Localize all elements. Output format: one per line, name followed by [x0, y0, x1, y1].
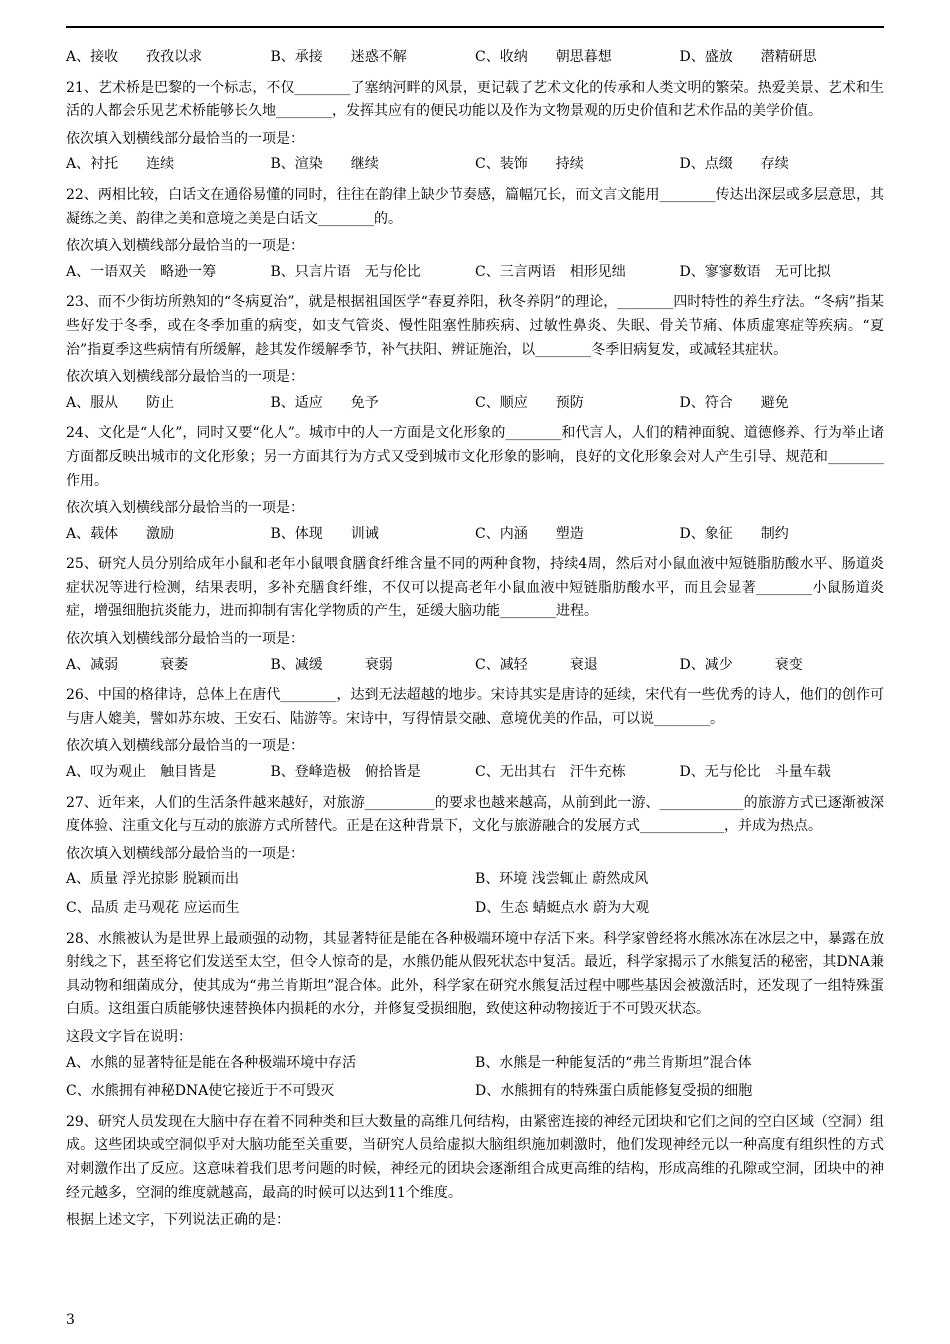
answer-option: A、衬托 连续 [66, 156, 175, 173]
question-prompt: 依次填入划横线部分最恰当的一项是： [66, 500, 304, 517]
page-content [66, 44, 884, 1233]
answer-options [66, 44, 884, 73]
answer-option: B、渲染 继续 [270, 156, 379, 173]
question-prompt: 依次填入划横线部分最恰当的一项是： [66, 631, 304, 648]
question-prompt: 这段文字旨在说明： [66, 1028, 192, 1045]
answer-options [66, 866, 884, 923]
answer-option: D、象征 制约 [679, 525, 789, 542]
answer-option: C、顺应 预防 [475, 394, 584, 411]
answer-option: B、承接 迷惑不解 [270, 49, 407, 65]
answer-option: D、符合 避免 [679, 394, 789, 411]
answer-option: B、环境 浅尝辄止 蔚然成风 [475, 871, 649, 888]
answer-option: D、寥寥数语 无可比拟 [679, 263, 831, 280]
answer-option: B、减缓 衰弱 [270, 656, 393, 673]
header-rule [66, 26, 884, 28]
answer-option: C、内涵 塑造 [475, 525, 584, 542]
answer-option: C、减轻 衰退 [475, 656, 598, 673]
answer-option: A、减弱 衰萎 [66, 656, 189, 673]
answer-options [66, 259, 884, 288]
question-text: 22、两相比较，白话文在通俗易懂的同时，往往在韵律上缺少节奏感，篇幅冗长，而文言文能用________传达出深层或多层意思，其凝练之美、韵律之美和意境之美是白话文________的。 [66, 186, 884, 227]
question-prompt: 依次填入划横线部分最恰当的一项是： [66, 238, 304, 255]
answer-option: C、收纳 朝思暮想 [475, 49, 612, 65]
answer-option: A、质量 浮光掠影 脱颖而出 [66, 871, 240, 888]
answer-options [66, 652, 884, 681]
answer-option: A、一语双关 略逊一筹 [66, 263, 217, 280]
answer-option: A、服从 防止 [66, 394, 175, 411]
answer-option: A、叹为观止 触目皆是 [66, 764, 217, 781]
answer-options [66, 521, 884, 550]
answer-option: D、无与伦比 斗量车载 [679, 764, 831, 781]
answer-option: C、三言两语 相形见绌 [475, 263, 626, 280]
question-text: 25、研究人员分别给成年小鼠和老年小鼠喂食膳食纤维含量不同的两种食物，持续4周，然后对小鼠血液中短链脂肪酸水平、肠道炎症状况等进行检测，结果表明，多补充膳食纤维，不仅可以提高老年小鼠血液中短链脂肪酸水平，而且会显著________小鼠肠道炎症，增强细胞抗炎能力，进而抑制有害化学物质的产生，延缓大脑功能________进程。 [66, 556, 884, 620]
question-text: 23、而不少街坊所熟知的“冬病夏治”，就是根据祖国医学“春夏养阳，秋冬养阴”的理论，________四时特性的养生疗法。“冬病”指某些好发于冬季，或在冬季加重的病变，如支气管炎、慢性阻塞性肺疾病、过敏性鼻炎、失眠、骨关节痛、体质虚寒症等疾病。“夏治”指夏季这些病情有所缓解，趁其发作缓解季节，补气扶阳、辨证施治，以________冬季旧病复发，或减轻其症状。 [66, 294, 884, 358]
answer-option: D、点缀 存续 [679, 156, 789, 173]
answer-option: C、品质 走马观花 应运而生 [66, 900, 240, 916]
answer-option: B、只言片语 无与伦比 [270, 263, 421, 280]
answer-option: B、水熊是一种能复活的“弗兰肯斯坦”混合体 [475, 1054, 752, 1071]
page-number: 3 [66, 1312, 75, 1328]
answer-options [66, 1050, 884, 1107]
question-text: 29、研究人员发现在大脑中存在着不同种类和巨大数量的高维几何结构，由紧密连接的神经元团块和它们之间的空白区域（空洞）组成。这些团块或空洞似乎对大脑功能至关重要，当研究人员给虚拟大脑组织施加刺激时，他们发现神经元以一种高度有组织性的方式对刺激作出了反应。这意味着我们思考问题的时候，神经元的团块会逐渐组合成更高维的结构，形成高维的孔隙或空洞，团块中的神经元越多，空洞的维度就越高，最高的时候可以达到11个维度。 [66, 1113, 884, 1201]
question-text: 26、中国的格律诗，总体上在唐代________，达到无法超越的地步。宋诗其实是唐诗的延续，宋代有一些优秀的诗人，他们的创作可与唐人媲美，譬如苏东坡、王安石、陆游等。宋诗中，写得情景交融、意境优美的作品，可以说________。 [66, 687, 884, 727]
answer-option: D、水熊拥有的特殊蛋白质能修复受损的细胞 [475, 1083, 753, 1100]
answer-options [66, 390, 884, 419]
answer-option: A、接收 孜孜以求 [66, 49, 203, 65]
answer-option: D、减少 衰变 [679, 656, 803, 673]
answer-option: A、水熊的显著特征是能在各种极端环境中存活 [66, 1054, 357, 1071]
answer-option: B、适应 免予 [270, 394, 379, 411]
question-text: 24、文化是“人化”，同时又要“化人”。城市中的人一方面是文化形象的________和代言人，人们的精神面貌、道德修养、行为举止诸方面都反映出城市的文化形象；另一方面其行为方式又受到城市文化形象的影响，良好的文化形象会对人产生引导、规范和________作用。 [66, 425, 884, 489]
answer-option: A、载体 激励 [66, 525, 175, 542]
question-prompt: 依次填入划横线部分最恰当的一项是： [66, 130, 304, 147]
question-prompt: 根据上述文字，下列说法正确的是： [66, 1212, 290, 1229]
answer-options [66, 151, 884, 180]
question-prompt: 依次填入划横线部分最恰当的一项是： [66, 369, 304, 386]
answer-option: C、水熊拥有神秘DNA使它接近于不可毁灭 [66, 1083, 335, 1100]
answer-option: D、盛放 潜精研思 [679, 49, 817, 65]
answer-options [66, 759, 884, 788]
question-text: 28、水熊被认为是世界上最顽强的动物，其显著特征是能在各种极端环境中存活下来。科学家曾经将水熊冰冻在冰层之中，暴露在放射线之下，甚至将它们发送至太空，但令人惊奇的是，水熊仍能从假死状态中复活。最近，科学家揭示了水熊复活的秘密，其DNA兼具动物和细菌成分，使其成为“弗兰肯斯坦”混合体。此外，科学家在研究水熊复活过程中哪些基因会被激活时，还发现了一组特殊蛋白质。这组蛋白质能够快速替换体内损耗的水分，并修复受损细胞，致使这种动物接近于不可毁灭状态。 [66, 930, 884, 1018]
answer-option: B、体现 训诫 [270, 525, 379, 542]
question-prompt: 依次填入划横线部分最恰当的一项是： [66, 845, 304, 862]
answer-option: C、无出其右 汗牛充栋 [475, 764, 626, 781]
answer-option: C、装饰 持续 [475, 156, 584, 173]
answer-option: D、生态 蜻蜓点水 蔚为大观 [475, 900, 650, 916]
question-text: 27、近年来，人们的生活条件越来越好，对旅游__________的要求也越来越高，从前到此一游、____________的旅游方式已逐渐被深度体验、注重文化与互动的旅游方式所替代。正是在这种背景下，文化与旅游融合的发展方式____________，并成为热点。 [66, 794, 884, 835]
answer-option: B、登峰造极 俯拾皆是 [270, 764, 421, 781]
question-text: 21、艺术桥是巴黎的一个标志，不仅________了塞纳河畔的风景，更记载了艺术文化的传承和人类文明的繁荣。热爱美景、艺术和生活的人都会乐见艺术桥能够长久地________，发挥其应有的便民功能以及作为文物景观的历史价值和艺术作品的美学价值。 [66, 79, 884, 120]
question-prompt: 依次填入划横线部分最恰当的一项是： [66, 738, 304, 755]
